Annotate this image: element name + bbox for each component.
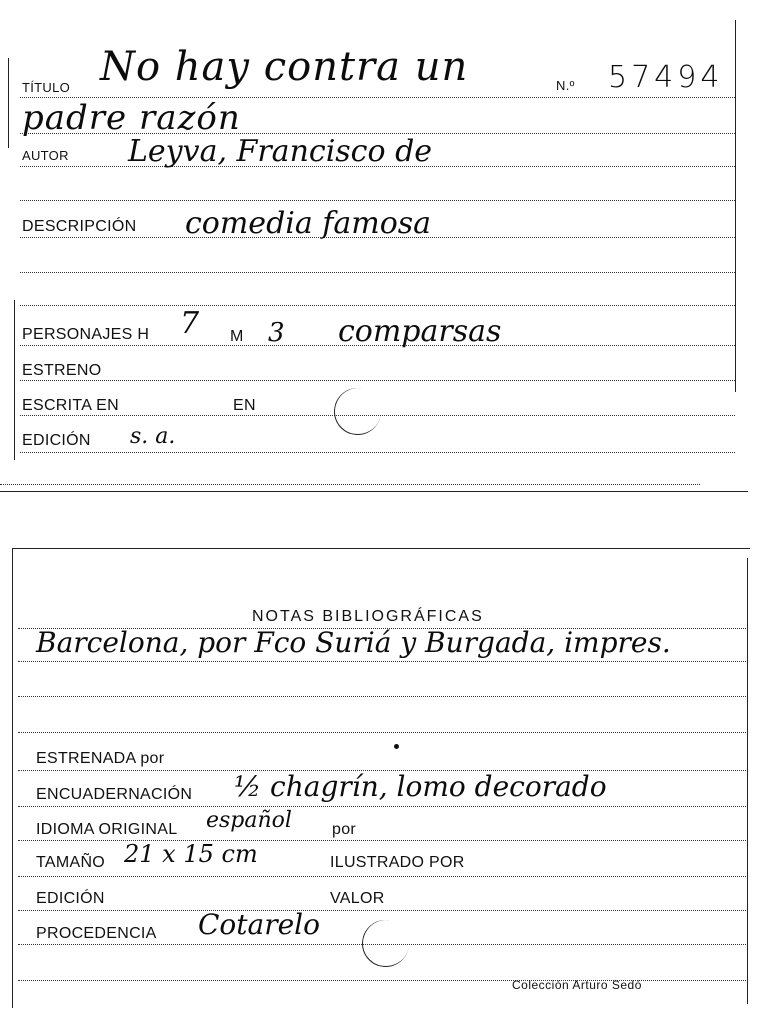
rule-line [18,910,746,911]
punch-hole [358,916,412,970]
size-label: TAMAÑO [36,854,106,871]
author-label: AUTOR [22,148,69,163]
right-border [735,20,736,392]
provenance-value: Cotarelo [198,908,320,941]
original-language-label: IDIOMA ORIGINAL [36,821,178,838]
rule-line [20,452,735,453]
edition-value: s. a. [130,424,176,449]
characters-men-value: 7 [180,306,200,341]
binding-label: ENCUADERNACIÓN [36,786,193,803]
rule-line [18,876,746,877]
value-label: VALOR [330,890,385,907]
original-language-value: español [206,808,292,833]
provenance-label: PROCEDENCIA [36,925,157,942]
extras-value: comparsas [338,314,502,349]
bibliographic-notes-heading: NOTAS BIBLIOGRÁFICAS [252,608,484,625]
rule-line [18,732,746,733]
rule-line [18,806,746,807]
premiered-by-label: ESTRENADA por [36,750,165,767]
description-value: comedia famosa [185,206,432,241]
characters-men-label: PERSONAJES H [22,326,150,343]
description-label: DESCRIPCIÓN [22,218,137,235]
binding-value: ½ chagrín, lomo decorado [234,770,607,803]
characters-women-value: 3 [268,318,285,348]
rule-line [0,484,700,485]
author-value: Leyva, Francisco de [128,134,433,169]
card-bottom-edge [0,491,748,492]
ink-dot [394,744,399,749]
rule-line [18,696,746,697]
number-label: N.º [556,78,575,93]
catalog-card-back [12,548,750,1018]
title-label: TÍTULO [22,80,71,95]
right-border [747,558,748,1004]
size-value: 21 x 15 cm [124,840,258,868]
rule-line [20,272,735,273]
catalog-number-value: 57494 [608,60,724,95]
in-label: EN [233,397,256,414]
rule-line [20,380,735,381]
rule-line [20,305,735,306]
edition-label: EDICIÓN [36,890,105,907]
premiere-label: ESTRENO [22,362,102,379]
punch-hole [330,384,384,438]
title-value-line1: No hay contra un [100,44,469,90]
left-border [14,300,15,460]
card-top-edge [12,548,750,549]
characters-women-label: M [230,328,244,345]
title-value-line2: padre razón [22,98,241,138]
collection-footer: Colección Arturo Sedó [512,978,642,992]
bibliographic-notes-value: Barcelona, por Fco Suriá y Burgada, impres. [36,626,671,659]
rule-line [20,200,735,201]
edition-label: EDICIÓN [22,432,91,449]
written-in-label: ESCRITA EN [22,397,119,414]
left-border [12,548,13,1008]
by-label: por [332,821,357,838]
illustrated-by-label: ILUSTRADO POR [330,854,465,871]
catalog-card-front [0,0,748,492]
rule-line [18,661,746,662]
left-border [8,58,9,148]
